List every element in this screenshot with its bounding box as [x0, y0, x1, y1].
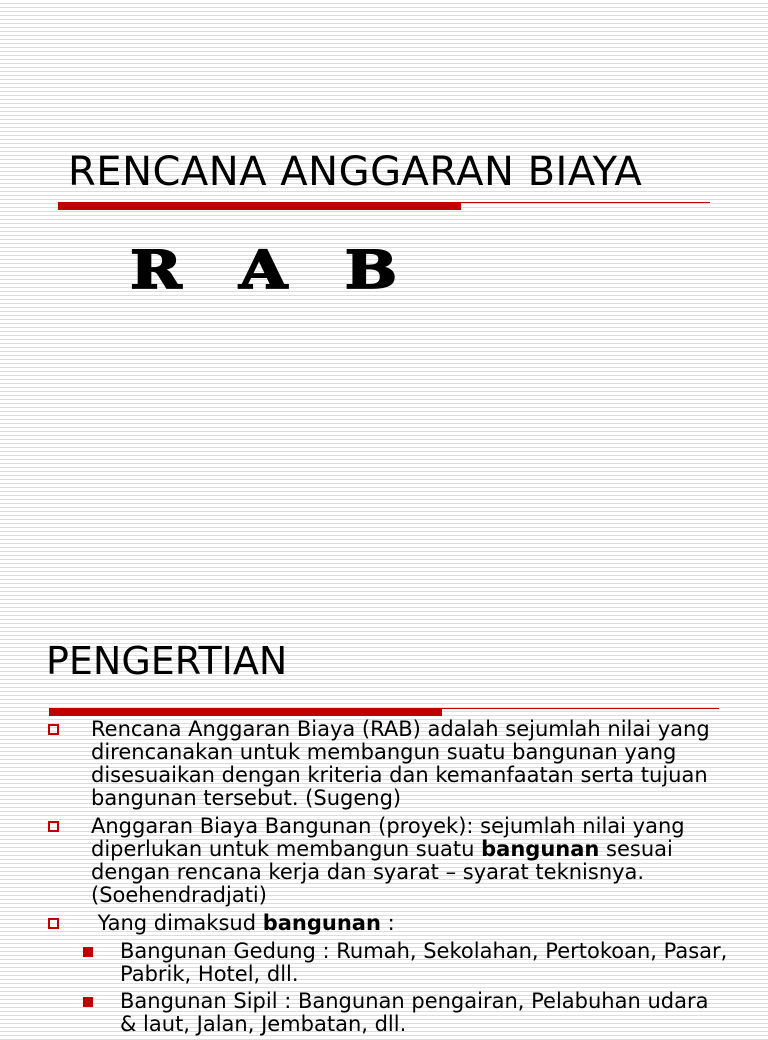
sub-bullet-text: Bangunan Sipil : Bangunan pengairan, Pelabuhan udara & laut, Jalan, Jembatan, dll. [120, 989, 709, 1036]
hollow-square-icon [48, 724, 59, 735]
acronym-heading: R A B [130, 238, 416, 301]
bullet-text-pre: Anggaran Biaya Bangunan (proyek): sejumlah nilai yang diperlukan untuk membangun suatu [91, 814, 685, 861]
list-item [0, 912, 768, 935]
bullet-text: Rencana Anggaran Biaya (RAB) adalah sejumlah nilai yang direncanakan untuk membangun suatu bangunan yang disesuaikan dengan kriteria dan kemanfaatan serta tujuan bangunan tersebut. (Sugeng) [91, 717, 710, 810]
slide-definition [0, 612, 768, 1036]
bullet-text-post: sesuai dengan rencana kerja dan syarat – syarat teknisnya. (Soehendradjati) [91, 837, 673, 907]
title-accent-bar [58, 202, 461, 210]
sub-list-item [0, 940, 768, 986]
bullet-text-bold: bangunan [481, 837, 600, 861]
bullet-list [0, 718, 768, 1040]
filled-square-icon [83, 997, 93, 1007]
title-underline [461, 202, 710, 203]
slide-title-heading: RENCANA ANGGARAN BIAYA [68, 149, 643, 195]
section-heading: PENGERTIAN [46, 639, 288, 683]
sub-bullet-text: Bangunan Gedung : Rumah, Sekolahan, Pertokoan, Pasar, Pabrik, Hotel, dll. [120, 939, 728, 986]
bullet-text-pre: Yang dimaksud [91, 911, 263, 935]
bullet-text-bold: bangunan [262, 911, 381, 935]
list-item [0, 815, 768, 907]
list-item [0, 718, 768, 810]
hollow-square-icon [48, 821, 59, 832]
bullet-text-post: : [380, 911, 395, 935]
filled-square-icon [83, 947, 93, 957]
hollow-square-icon [48, 918, 59, 929]
sub-list-item [0, 990, 768, 1036]
heading-accent-bar [49, 708, 442, 716]
heading-underline [442, 708, 719, 709]
